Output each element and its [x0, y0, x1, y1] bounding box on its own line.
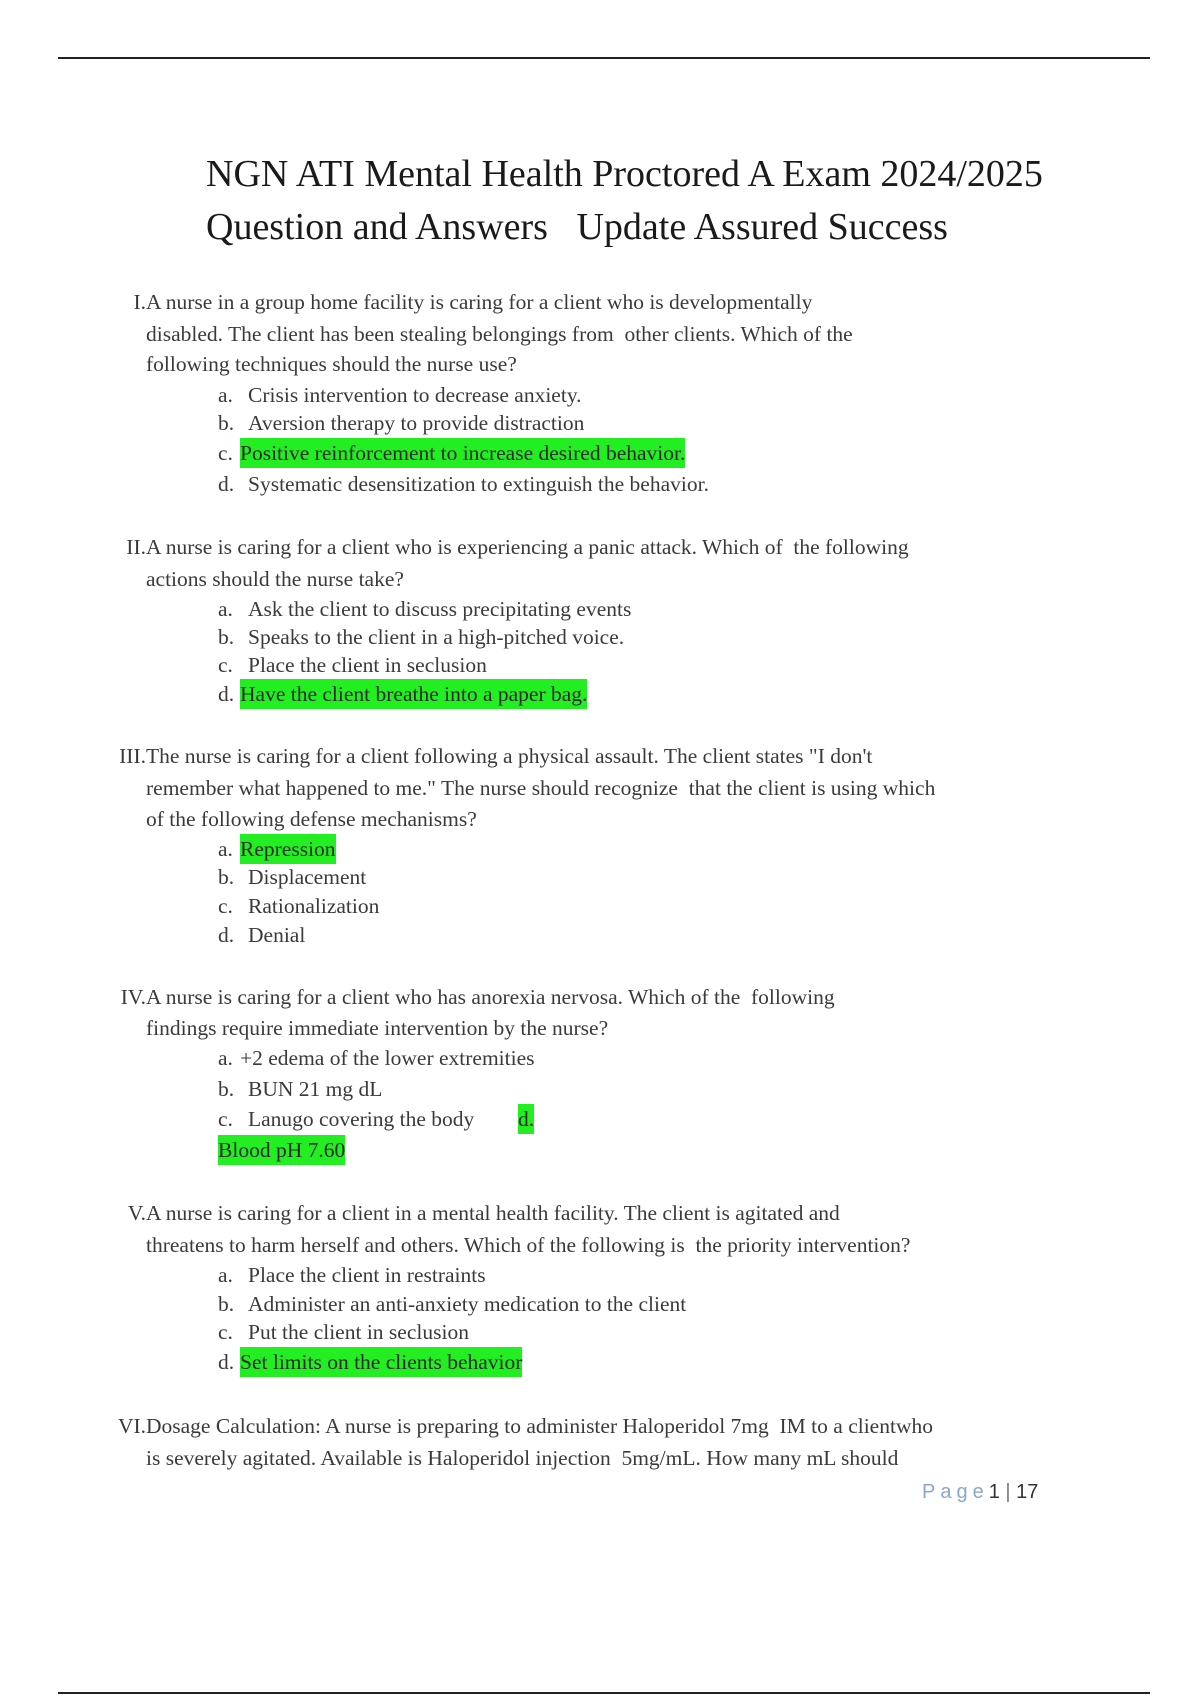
option-letter: c. — [218, 894, 233, 918]
option-letter: a. — [218, 597, 233, 621]
page-separator: | — [1005, 1481, 1011, 1503]
answer-option-correct: Repression — [240, 834, 336, 864]
document-title-line-1: NGN ATI Mental Health Proctored A Exam 2024/2025 — [206, 153, 1043, 195]
answer-option-correct: Blood pH 7.60 — [218, 1135, 345, 1165]
question-text-line: following techniques should the nurse use? — [146, 352, 517, 376]
page-number: 1 — [988, 1481, 1000, 1503]
question-number: V. — [127, 1201, 146, 1225]
answer-option: Systematic desensitization to extinguish the behavior. — [248, 472, 709, 496]
answer-option: Lanugo covering the body — [248, 1107, 475, 1131]
answer-option: Ask the client to discuss precipitating events — [248, 597, 632, 621]
document-title-line-2: Question and Answers Update Assured Success — [206, 206, 948, 248]
option-letter: c. — [218, 653, 233, 677]
question-text-line: A nurse is caring for a client who has anorexia nervosa. Which of the following — [146, 985, 835, 1009]
option-letter: c. — [218, 441, 233, 465]
answer-option: Denial — [248, 923, 306, 947]
question-text-line: actions should the nurse take? — [146, 567, 404, 591]
option-letter: d. — [218, 1350, 235, 1374]
answer-option-correct: Positive reinforcement to increase desired behavior. — [240, 438, 685, 468]
option-letter: b. — [218, 865, 235, 889]
option-letter: d. — [218, 472, 235, 496]
question-text-line: of the following defense mechanisms? — [146, 807, 477, 831]
question-number: II. — [126, 535, 146, 559]
answer-option: Put the client in seclusion — [248, 1320, 469, 1344]
answer-option: Displacement — [248, 865, 367, 889]
question-number: III. — [119, 744, 146, 768]
answer-option-correct: Have the client breathe into a paper bag. — [240, 679, 587, 709]
option-letter: b. — [218, 625, 235, 649]
question-text-line: is severely agitated. Available is Haloperidol injection 5mg/mL. How many mL should — [146, 1446, 899, 1470]
question-text-line: The nurse is caring for a client following a physical assault. The client states "I don't — [146, 744, 873, 768]
option-letter hl: d. — [518, 1104, 534, 1134]
option-letter: b. — [218, 1077, 235, 1101]
total-pages: 17 — [1016, 1481, 1039, 1503]
question-number: VI. — [117, 1414, 146, 1438]
question-number: IV. — [120, 985, 146, 1009]
option-letter: d. — [218, 923, 235, 947]
answer-option: Crisis intervention to decrease anxiety. — [248, 383, 582, 407]
header-rule — [58, 57, 1150, 59]
page-footer — [922, 1481, 1038, 1504]
option-letter: a. — [218, 1263, 233, 1287]
answer-option: +2 edema of the lower extremities — [240, 1046, 535, 1070]
option-letter: a. — [218, 383, 233, 407]
question-text-line: A nurse is caring for a client in a mental health facility. The client is agitated and — [146, 1201, 840, 1225]
option-letter: c. — [218, 1107, 233, 1131]
question-text-line: disabled. The client has been stealing belongings from other clients. Which of the — [146, 322, 853, 346]
answer-option: Place the client in seclusion — [248, 653, 487, 677]
option-letter: d. — [218, 682, 235, 706]
option-letter: a. — [218, 1046, 233, 1070]
answer-option: Aversion therapy to provide distraction — [248, 411, 585, 435]
question-text-line: remember what happened to me." The nurse should recognize that the client is using which — [146, 776, 936, 800]
question-number: I. — [133, 290, 146, 314]
answer-option: Place the client in restraints — [248, 1263, 486, 1287]
question-text-line: findings require immediate intervention by the nurse? — [146, 1016, 609, 1040]
answer-option-correct: Set limits on the clients behavior — [240, 1347, 522, 1377]
question-text-line: A nurse in a group home facility is caring for a client who is developmentally — [146, 290, 813, 314]
page-label: Page — [922, 1481, 989, 1503]
question-text-line: A nurse is caring for a client who is experiencing a panic attack. Which of the following — [146, 535, 909, 559]
option-letter: b. — [218, 1292, 235, 1316]
option-letter: b. — [218, 411, 235, 435]
option-letter: c. — [218, 1320, 233, 1344]
answer-option: Rationalization — [248, 894, 380, 918]
question-text-line: threatens to harm herself and others. Which of the following is the priority intervention? — [146, 1233, 911, 1257]
answer-option: Administer an anti-anxiety medication to the client — [248, 1292, 687, 1316]
option-letter: a. — [218, 837, 233, 861]
footer-rule — [58, 1692, 1150, 1694]
question-text-line: Dosage Calculation: A nurse is preparing to administer Haloperidol 7mg IM to a clientwho — [146, 1414, 933, 1438]
answer-option: Speaks to the client in a high-pitched voice. — [248, 625, 625, 649]
answer-option: BUN 21 mg dL — [248, 1077, 383, 1101]
